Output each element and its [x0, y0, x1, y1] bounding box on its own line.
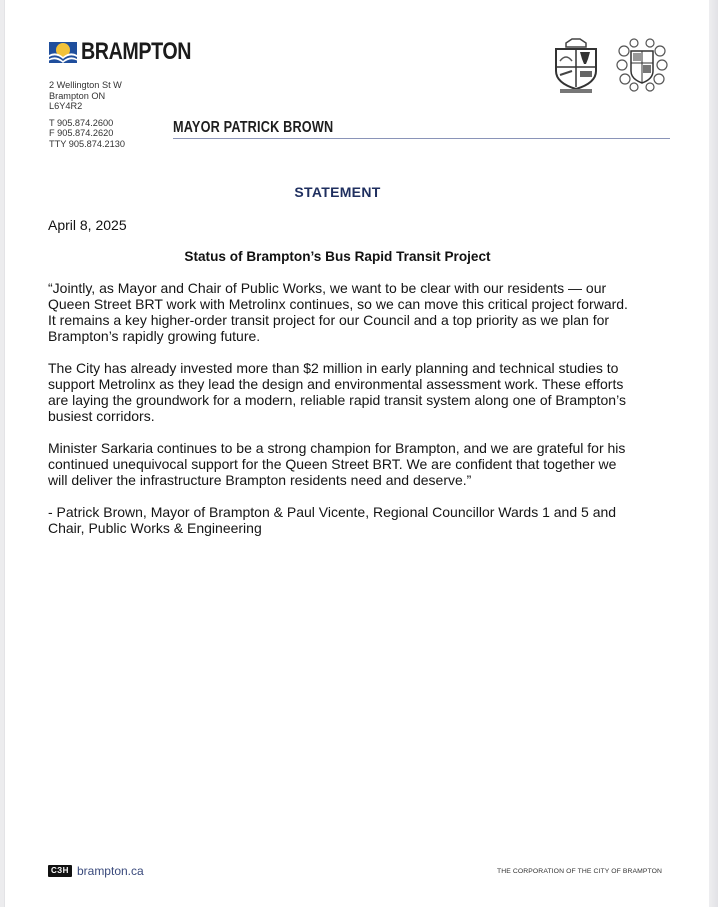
document-type-label: STATEMENT	[294, 184, 381, 200]
address-line: 2 Wellington St W	[49, 80, 122, 90]
phone-line: T 905.874.2600	[49, 117, 114, 128]
tty-line: TTY 905.874.2130	[49, 138, 125, 149]
paragraph: Minister Sarkaria continues to be a strong champion for Brampton, and we are grateful for his continued unequivocal support for the Queen Street BRT. We are confident that together we will deliver the infrastructure Brampton residents need and deserve.”	[48, 440, 626, 488]
brampton-logo-icon	[49, 42, 77, 63]
city-crest-icon	[550, 37, 602, 95]
footer-website	[48, 864, 144, 878]
statement-body	[48, 280, 638, 552]
paragraph: The City has already invested more than $2 million in early planning and technical studies to support Metrolinx as they lead the design and environmental assessment work. These efforts are laying the groundwork for a modern, reliable rapid transit system along one of Brampton’s busiest corridors.	[48, 360, 626, 424]
office-header	[173, 119, 670, 139]
document-page	[4, 0, 711, 907]
brampton-badge-icon: СЗH	[48, 865, 72, 877]
website-link[interactable]: brampton.ca	[76, 864, 144, 878]
statement-date: April 8, 2025	[48, 217, 127, 233]
page-edge	[709, 0, 718, 907]
fax-line: F 905.874.2620	[49, 128, 114, 139]
coat-of-arms-icon	[616, 37, 668, 95]
attribution: - Patrick Brown, Mayor of Brampton & Paul Vicente, Regional Councillor Wards 1 and 5 and Chair, Public Works & Engineering	[48, 504, 617, 536]
brampton-logo	[49, 40, 215, 64]
address-block	[49, 80, 125, 150]
paragraph: “Jointly, as Mayor and Chair of Public Works, we want to be clear with our residents — our Queen Street BRT work with Metrolinx continues, so we can move this critical project forward. It remains a key higher-order transit project for our Council and a top priority as we plan for Brampton’s rapidly growing future.	[48, 280, 628, 344]
address-line: Brampton ON	[49, 90, 106, 101]
statement-title: Status of Brampton’s Bus Rapid Transit Project	[184, 249, 491, 264]
brand-name: BRAMPTON	[81, 38, 192, 65]
footer-corporation: THE CORPORATION OF THE CITY OF BRAMPTON	[497, 868, 663, 875]
office-name: MAYOR PATRICK BROWN	[173, 119, 334, 136]
crests	[550, 37, 668, 95]
address-line: L6Y4R2	[49, 101, 83, 112]
